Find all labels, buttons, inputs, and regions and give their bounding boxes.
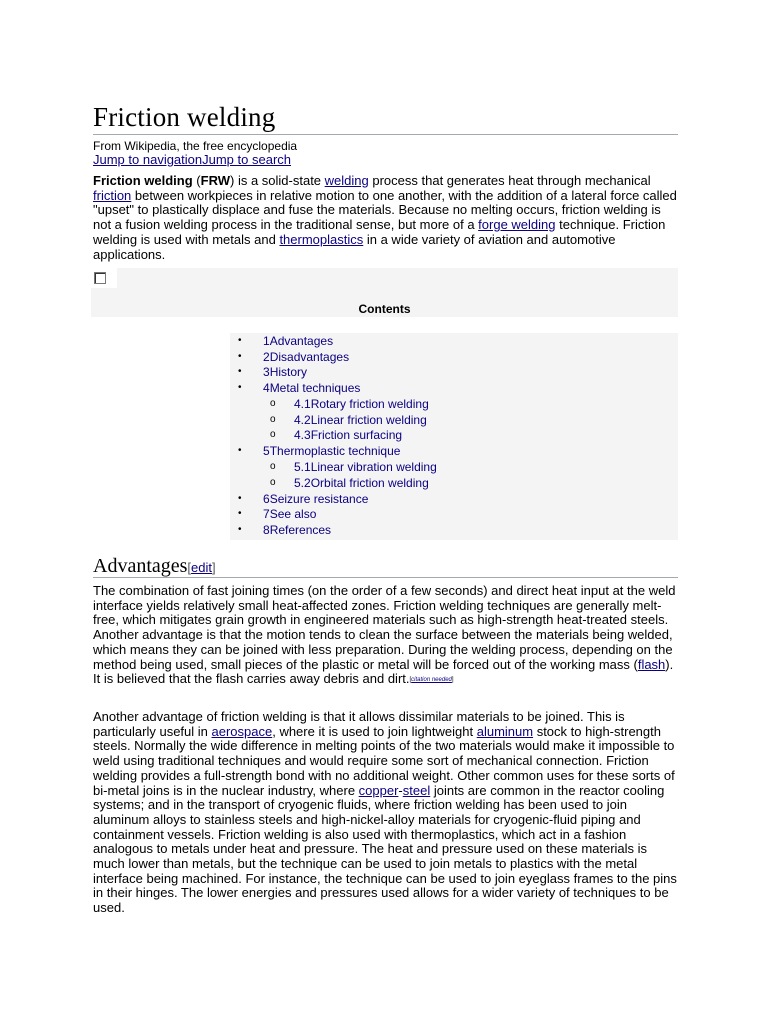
toc-item-label: References — [269, 523, 332, 537]
toc-bullet: • — [238, 524, 242, 535]
paragraph-text: ). It is believed that the flash carries away debris and dirt. — [93, 656, 674, 687]
toc-item-number: 4 — [263, 381, 270, 396]
paragraph-text: Another advantage of friction welding is that it allows dissimilar materials to be joined. This is particularly useful in — [93, 709, 625, 739]
toc-toggle-checkbox[interactable] — [94, 272, 106, 284]
toc-item[interactable] — [263, 444, 400, 458]
toc-item-number: 2 — [263, 349, 270, 364]
edit-link[interactable]: edit — [191, 560, 213, 575]
toc-item[interactable] — [263, 381, 360, 395]
toc-item-label: See also — [269, 507, 317, 522]
paragraph-text: The combination of fast joining times (on the order of a few seconds) and direct heat input at the weld interface yields relatively small heat-affected zones. Friction welding techniques are generally melt-free, which mitigates grain growth in engineered materials such as high-strength heat-treated steels. Another advantage is that the motion tends to clean the surface between the materials being welded, which means they can be joined with less preparation. During the welding process, depending on the method being used, small pieces of the plastic or metal will be forced out of the working mass ( — [93, 583, 676, 672]
paragraph-text: - — [398, 782, 403, 798]
toc-item-label: Linear vibration welding — [310, 459, 437, 474]
toc-item[interactable] — [294, 413, 427, 427]
toc-item-label: History — [269, 365, 308, 380]
aluminum-link[interactable]: aluminum — [476, 723, 534, 739]
toc-subbullet: o — [270, 397, 276, 409]
toc-item[interactable] — [263, 492, 368, 506]
thermoplastics-link[interactable]: thermoplastics — [279, 231, 364, 247]
steel-link[interactable]: steel — [402, 782, 431, 798]
edit-bracket: [ — [187, 560, 192, 575]
paragraph-text: stock to high-strength steels. Normally the wide difference in melting points of the two materials would make it impossible to weld using traditional techniques and would require some sort of mechanical connection. Friction welding provides a full-strength bond with no additional weight. Other common uses for these sorts of bi-metal joins is in the nuclear industry, where — [93, 723, 675, 798]
toc-item[interactable] — [263, 350, 349, 364]
toc-item[interactable] — [294, 476, 429, 490]
flash-link[interactable]: flash — [637, 656, 666, 672]
toc-item[interactable] — [263, 365, 307, 379]
intro-text: ) is a solid-state — [230, 173, 325, 188]
intro-term: Friction welding — [93, 173, 193, 188]
jump-to-search-link[interactable]: Jump to search — [202, 152, 291, 167]
toc-item-label: Linear friction welding — [310, 412, 427, 427]
intro-text: between workpieces in relative motion to one another, with the addition of a lateral force called "upset" to plastically displace and fuse the materials. Because no melting occurs, friction welding is not a fusion welding process in the traditional sense, but more of a — [93, 187, 677, 233]
copper-link[interactable]: copper — [358, 782, 399, 798]
toc-bullet: • — [238, 508, 242, 520]
jump-links — [93, 153, 291, 167]
toc-bullet: • — [238, 366, 242, 378]
toc-item-label: Advantages — [269, 334, 334, 348]
forge-welding-link[interactable]: forge welding — [478, 217, 556, 233]
intro-text: process that generates heat through mechanical — [368, 173, 651, 188]
citation-needed-link[interactable]: citation needed — [411, 677, 452, 684]
toc-item-number: 4.1 — [294, 396, 311, 411]
toc-item-label: Orbital friction welding — [310, 475, 429, 490]
title-divider — [93, 134, 678, 135]
jump-to-navigation-link[interactable]: Jump to navigation — [93, 152, 203, 167]
toc-subbullet: o — [270, 413, 276, 425]
toc-item[interactable] — [294, 428, 402, 442]
toc-bullet: • — [238, 350, 242, 362]
toc-item[interactable] — [263, 334, 333, 348]
toc-bullet: • — [238, 382, 242, 394]
toc-subbullet: o — [270, 476, 276, 488]
toc-item-label: Metal techniques — [269, 381, 361, 396]
paragraph-text: joints are common in the reactor cooling systems; and in the transport of cryogenic fluids, where friction welding has been used to join aluminum alloys to stainless steels and high-nickel-alloy materials for cryogenic-fluid piping and containment vessels. Friction welding is also used with thermoplastics, which act in a fashion analogous to metals under heat and pressure. The heat and pressure used on these materials is much lower than metals, but the technique can be used to join metals to plastics with the metal interface being machined. For instance, the technique can be used to join eyeglass frames to the pins in their hinges. The lower energies and pressures used allows for a wider variety of techniques to be used. — [93, 782, 677, 916]
toc-item-number: 5.2 — [294, 475, 311, 490]
toc-item-number: 4.2 — [294, 412, 311, 427]
paragraph-text: , where it is used to join lightweight — [272, 723, 477, 739]
toc-item[interactable] — [263, 507, 316, 521]
citation-needed[interactable]: [citation needed] — [409, 677, 454, 684]
toc-item-label: Seizure resistance — [269, 491, 369, 506]
toc-item-number: 6 — [263, 491, 270, 506]
section-title: Advantages — [93, 555, 188, 577]
toc-bullet: • — [238, 335, 242, 346]
intro-text: in a wide variety of aviation and automotive applications. — [93, 231, 616, 262]
toc-item[interactable] — [294, 460, 437, 474]
toc-item-number: 5 — [263, 444, 270, 459]
toc-bullet: • — [238, 445, 242, 457]
friction-link[interactable]: friction — [93, 187, 132, 203]
intro-abbr: FRW — [200, 173, 230, 188]
toc-item-number: 5.1 — [294, 459, 311, 474]
toc-subbullet: o — [270, 460, 276, 472]
site-subtitle: From Wikipedia, the free encyclopedia — [93, 139, 298, 153]
intro-paragraph — [93, 174, 678, 262]
intro-text: technique. Friction welding is used with metals and — [93, 217, 666, 247]
page-title: Friction welding — [93, 102, 276, 132]
edit-bracket: ] — [212, 560, 216, 575]
toc-item-label: Rotary friction welding — [310, 396, 429, 411]
toc-bullet: • — [238, 492, 242, 504]
toc-item-label: Disadvantages — [269, 349, 350, 364]
intro-text: ( — [192, 173, 201, 188]
toc-title: Contents — [358, 302, 411, 316]
toc-item-number: 7 — [263, 507, 270, 522]
welding-link[interactable]: welding — [324, 173, 369, 188]
toc-item-number: 4.3 — [294, 428, 311, 443]
advantages-paragraph-1 — [93, 584, 678, 688]
advantages-paragraph-2 — [93, 710, 678, 916]
toc-subbullet: o — [270, 429, 276, 441]
toc-item-label: Friction surfacing — [310, 428, 403, 443]
toc-item[interactable] — [263, 523, 331, 537]
toc-item-label: Thermoplastic technique — [269, 444, 401, 459]
section-divider — [93, 577, 678, 578]
aerospace-link[interactable]: aerospace — [211, 723, 273, 739]
toc-item-number: 8 — [263, 523, 270, 537]
toc-item-number: 3 — [263, 365, 270, 380]
toc-item-number: 1 — [263, 334, 270, 348]
toc-item[interactable] — [294, 397, 429, 411]
